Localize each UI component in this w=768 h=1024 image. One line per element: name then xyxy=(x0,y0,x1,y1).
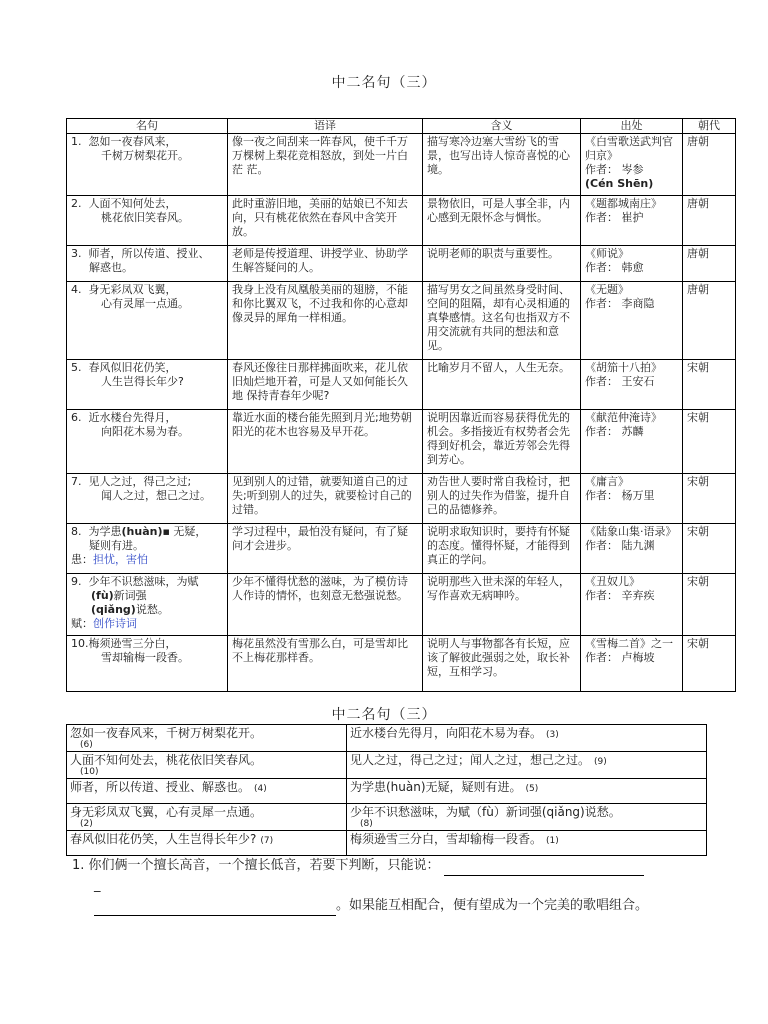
source-title: 《师说》 xyxy=(585,247,629,260)
quote-cell xyxy=(67,282,228,360)
source-author: 作者： 苏麟 xyxy=(585,425,644,438)
source-cell xyxy=(581,636,683,692)
source-author: 作者： 辛弃疾 xyxy=(585,589,655,602)
translation-cell: 梅花虽然没有雪那么白，可是雪却比不上梅花那样香。 xyxy=(228,636,423,692)
answer-number: (7) xyxy=(260,836,274,846)
translation-cell: 此时重游旧地，美丽的姑娘已不知去向，只有桃花依然在春风中含笑开放。 xyxy=(228,196,423,246)
source-title: 《无题》 xyxy=(585,283,629,296)
meaning-cell: 描写寒冷边塞大雪纷飞的雪景，也写出诗人惊奇喜悦的心境。 xyxy=(423,134,581,196)
quote-line: ▪ 无疑， xyxy=(162,525,207,538)
table-row xyxy=(67,524,736,574)
dynasty-cell: 宋朝 xyxy=(683,636,736,692)
quiz-right-cell xyxy=(347,725,707,752)
meaning-cell: 景物依旧，可是人事全非，内心感到无限怀念与惆怅。 xyxy=(423,196,581,246)
quote-line: 梅须逊雪三分白， xyxy=(88,637,177,650)
translation-cell: 我身上没有凤凰般美丽的翅膀，不能和你比翼双飞，不过我和你的心意却像灵异的犀角一样相通。 xyxy=(228,282,423,360)
quiz-right-text: 近水楼台先得月，向阳花木易为春。 xyxy=(350,726,543,740)
meaning-cell: 劝告世人要时常自我检讨，把别人的过失作为借鉴，提升自己的品德修养。 xyxy=(423,474,581,524)
quote-line: 向阳花木易为春。 xyxy=(101,425,189,438)
quote-cell xyxy=(67,524,228,574)
quiz-left-cell xyxy=(67,831,347,856)
translation-cell: 靠近水面的楼台能先照到月光;地势朝阳光的花木也容易及早开花。 xyxy=(228,410,423,474)
meaning-cell: 说明求取知识时，要持有怀疑的态度。懂得怀疑，才能得到真正的学问。 xyxy=(423,524,581,574)
quiz-row xyxy=(67,779,707,804)
quiz-row xyxy=(67,831,707,856)
row-number: 10. xyxy=(71,637,89,650)
question-dash: _ xyxy=(94,878,101,893)
source-title: 《雪梅二首》之一 xyxy=(585,637,673,650)
table-row xyxy=(67,410,736,474)
meaning-cell: 比喻岁月不留人，人生无奈。 xyxy=(423,360,581,410)
source-cell xyxy=(581,196,683,246)
source-author: 作者： 李商隐 xyxy=(585,297,655,310)
quote-line: 少年不识愁滋味，为赋 xyxy=(88,575,199,588)
dynasty-cell: 宋朝 xyxy=(683,524,736,574)
source-author: 作者： 卢梅坡 xyxy=(585,651,655,664)
row-number: 3. xyxy=(71,247,82,260)
quiz-right-text: 少年不识愁滋味，为赋（fù）新词强(qiǎng)说愁。 xyxy=(350,805,621,819)
row-number: 2. xyxy=(71,197,82,210)
answer-number: (10) xyxy=(80,767,99,777)
quote-line: 见人之过，得己之过; xyxy=(88,475,192,488)
quote-line: 桃花依旧笑春风。 xyxy=(101,211,189,224)
answer-number: (3) xyxy=(546,730,559,740)
question-text: 1. 你们俩一个擅长高音，一个擅长低音，若要下判断，只能说： xyxy=(72,858,440,873)
dynasty-cell: 唐朝 xyxy=(683,246,736,282)
quote-line: 说愁。 xyxy=(135,603,169,616)
header-source: 出处 xyxy=(581,119,683,134)
header-meaning: 含义 xyxy=(423,119,581,134)
table-row xyxy=(67,474,736,524)
page-title: 中二名句（三） xyxy=(331,75,437,91)
quiz-right-text: 为学患(huàn)无疑，疑则有进。 xyxy=(350,780,522,794)
row-number: 1. xyxy=(71,135,82,148)
dynasty-cell: 宋朝 xyxy=(683,574,736,636)
quiz-left-text: 春风似旧花仍笑，人生岂得长年少? xyxy=(70,832,257,846)
translation-cell: 老师是传授道理、讲授学业、协助学生解答疑问的人。 xyxy=(228,246,423,282)
quotes-table xyxy=(66,118,736,692)
quiz-right-text: 梅须逊雪三分白，雪却输梅一段香。 xyxy=(350,832,543,846)
table-row xyxy=(67,196,736,246)
quiz-left-cell xyxy=(67,725,347,752)
meaning-cell: 说明老师的职责与重要性。 xyxy=(423,246,581,282)
source-author: 作者： 杨万里 xyxy=(585,489,655,502)
answer-blank[interactable] xyxy=(94,899,336,916)
source-cell xyxy=(581,474,683,524)
author-pinyin: (Cén Shēn) xyxy=(585,177,654,190)
quote-cell xyxy=(67,636,228,692)
row-number: 4. xyxy=(71,283,82,296)
meaning-cell: 描写男女之间虽然身受时间、空间的阻隔，却有心灵相通的真挚感情。这名句也指双方不用交流就有共同的想法和意见。 xyxy=(423,282,581,360)
quote-line: 人生岂得长年少? xyxy=(101,375,184,388)
quote-line: 春风似旧花仍笑， xyxy=(88,361,177,374)
quiz-right-cell xyxy=(347,804,707,831)
answer-number: (9) xyxy=(594,757,607,767)
quiz-right-cell xyxy=(347,752,707,779)
quote-line: 为学患 xyxy=(88,525,122,538)
quote-line: 人面不知何处去， xyxy=(88,197,177,210)
source-author: 作者： 王安石 xyxy=(585,375,655,388)
source-title: 《庸言》 xyxy=(585,475,629,488)
table-row xyxy=(67,134,736,196)
source-title: 《陆象山集·语录》 xyxy=(585,525,677,538)
quiz-left-text: 人面不知何处去，桃花依旧笑春风。 xyxy=(70,753,263,767)
answer-number: (4) xyxy=(254,784,267,794)
quote-line: 雪却输梅一段香。 xyxy=(101,651,189,664)
quiz-left-text: 师者，所以传道、授业、解惑也。 xyxy=(70,780,251,794)
question-1 xyxy=(72,856,712,916)
quiz-left-text: 身无彩凤双飞翼，心有灵犀一点通。 xyxy=(70,805,263,819)
table-row xyxy=(67,246,736,282)
row-number: 5. xyxy=(71,361,82,374)
vocab-note: 创作诗词 xyxy=(93,617,137,630)
quiz-left-cell xyxy=(67,752,347,779)
source-title: 《丑奴儿》 xyxy=(585,575,640,588)
dynasty-cell: 唐朝 xyxy=(683,282,736,360)
quote-cell xyxy=(67,134,228,196)
dynasty-cell: 宋朝 xyxy=(683,360,736,410)
quote-line: 身无彩凤双飞翼， xyxy=(88,283,177,296)
quote-line: 忽如一夜春风来， xyxy=(88,135,177,148)
quote-cell xyxy=(67,360,228,410)
pinyin-annotation: (huàn) xyxy=(121,525,163,538)
question-text: 。如果能互相配合，便有望成为一个完美的歌唱组合。 xyxy=(336,898,649,913)
table-row xyxy=(67,282,736,360)
matching-table xyxy=(66,724,707,856)
quote-cell xyxy=(67,196,228,246)
translation-cell: 春风还像往日那样拂面吹来，花儿依旧灿烂地开着，可是人又如何能长久地 保持青春年少呢? xyxy=(228,360,423,410)
source-author: 作者： 崔护 xyxy=(585,211,644,224)
quote-line: 心有灵犀一点通。 xyxy=(101,297,189,310)
row-number: 6. xyxy=(71,411,82,424)
header-quote: 名句 xyxy=(67,119,228,134)
translation-cell: 学习过程中，最怕没有疑问，有了疑问才会进步。 xyxy=(228,524,423,574)
quote-line: 闻人之过，想己之过。 xyxy=(101,489,211,502)
quote-cell xyxy=(67,410,228,474)
quiz-right-text: 见人之过，得己之过；闻人之过，想己之过。 xyxy=(350,753,591,767)
quiz-right-cell xyxy=(347,779,707,804)
dynasty-cell: 唐朝 xyxy=(683,196,736,246)
source-author: 作者： 韩愈 xyxy=(585,261,644,274)
row-number: 7. xyxy=(71,475,82,488)
translation-cell: 少年不懂得忧愁的滋味，为了模仿诗人作诗的情怀，也刻意无愁强说愁。 xyxy=(228,574,423,636)
quiz-row xyxy=(67,752,707,779)
quote-cell xyxy=(67,474,228,524)
quote-cell xyxy=(67,574,228,636)
source-cell xyxy=(581,246,683,282)
quiz-left-cell xyxy=(67,779,347,804)
quiz-right-cell xyxy=(347,831,707,856)
vocab-note-label: 患： xyxy=(71,553,93,566)
answer-number: (8) xyxy=(360,819,373,829)
source-title: 《献范仲淹诗》 xyxy=(585,411,662,424)
quote-line: 新词强 xyxy=(113,589,147,602)
source-cell xyxy=(581,574,683,636)
table-row xyxy=(67,636,736,692)
quiz-left-text: 忽如一夜春风来，千树万树梨花开。 xyxy=(70,726,263,740)
answer-number: (5) xyxy=(525,784,539,794)
source-cell xyxy=(581,524,683,574)
meaning-cell: 说明因靠近而容易获得优先的机会。多指接近有权势者会先得到好机会，靠近芳邻会先得到芳心。 xyxy=(423,410,581,474)
quote-line: 近水楼台先得月， xyxy=(88,411,177,424)
meaning-cell: 说明那些入世未深的年轻人，写作喜欢无病呻吟。 xyxy=(423,574,581,636)
table-row xyxy=(67,574,736,636)
pinyin-annotation: (fù) xyxy=(91,589,114,602)
translation-cell: 像一夜之间刮来一阵春风，使千千万万棵树上梨花竞相怒放，到处一片白茫 茫。 xyxy=(228,134,423,196)
header-translation: 语译 xyxy=(228,119,423,134)
pinyin-annotation: (qiǎng) xyxy=(91,603,136,616)
table-row xyxy=(67,360,736,410)
source-cell xyxy=(581,134,683,196)
dynasty-cell: 宋朝 xyxy=(683,410,736,474)
header-dynasty: 朝代 xyxy=(683,119,736,134)
quiz-row xyxy=(67,804,707,831)
vocab-note-label: 赋： xyxy=(71,617,93,630)
source-author: 作者： 陆九渊 xyxy=(585,539,655,552)
quote-line: 解惑也。 xyxy=(89,261,133,274)
answer-number: (1) xyxy=(546,836,559,846)
source-cell xyxy=(581,410,683,474)
source-cell xyxy=(581,282,683,360)
quiz-left-cell xyxy=(67,804,347,831)
dynasty-cell: 唐朝 xyxy=(683,134,736,196)
table-header-row xyxy=(67,119,736,134)
meaning-cell: 说明人与事物都各有长短，应该了解彼此强弱之处，取长补短，互相学习。 xyxy=(423,636,581,692)
quiz-row xyxy=(67,725,707,752)
dynasty-cell: 宋朝 xyxy=(683,474,736,524)
quote-line: 千树万树梨花开。 xyxy=(101,149,189,162)
answer-blank[interactable] xyxy=(444,859,644,876)
translation-cell: 见到别人的过错，就要知道自己的过失;听到别人的过失，就要检讨自己的过错。 xyxy=(228,474,423,524)
quote-line: 师者，所以传道、授业、 xyxy=(88,247,210,260)
answer-number: (6) xyxy=(80,740,93,750)
source-author: 作者： 岑参 xyxy=(585,163,644,176)
row-number: 9. xyxy=(71,575,82,588)
row-number: 8. xyxy=(71,525,82,538)
vocab-note: 担忧，害怕 xyxy=(93,553,148,566)
quote-line: 疑则有进。 xyxy=(89,539,144,552)
quiz-title: 中二名句（三） xyxy=(331,707,437,723)
source-title: 《题都城南庄》 xyxy=(585,197,662,210)
answer-number: (2) xyxy=(80,819,93,829)
quote-cell xyxy=(67,246,228,282)
source-title: 《胡笳十八拍》 xyxy=(585,361,662,374)
source-title: 《白雪歌送武判官归京》 xyxy=(585,135,673,162)
source-cell xyxy=(581,360,683,410)
